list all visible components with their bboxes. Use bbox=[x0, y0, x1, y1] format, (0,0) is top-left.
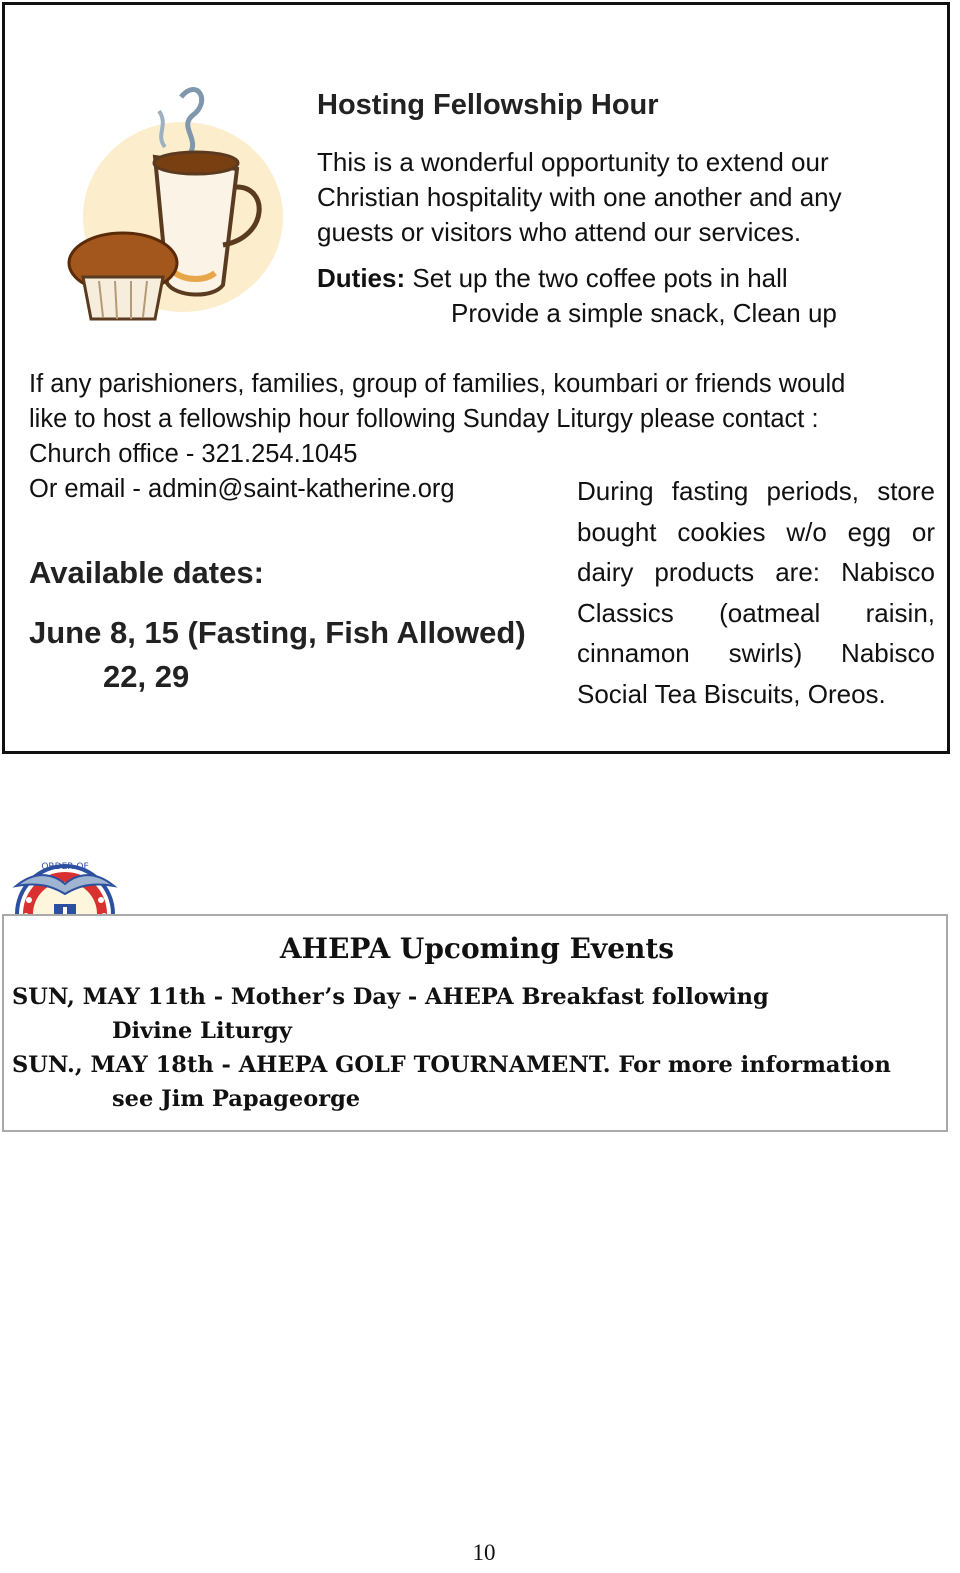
ahepa-events-section bbox=[2, 914, 948, 1132]
contact-line: like to host a fellowship hour following Sunday Liturgy please contact : bbox=[29, 405, 819, 433]
event-line: SUN., MAY 18th - AHEPA GOLF TOURNAMENT. For more information bbox=[12, 1052, 891, 1078]
available-dates-line-2: 22, 29 bbox=[103, 659, 190, 694]
duties-line-2: Provide a simple snack, Clean up bbox=[451, 298, 837, 328]
contact-line: If any parishioners, families, group of families, koumbari or friends would bbox=[29, 370, 846, 398]
available-dates-heading: Available dates: bbox=[29, 555, 264, 590]
fellowship-intro: This is a wonderful opportunity to extend our Christian hospitality with one another and any guests or visitors who attend our services. bbox=[317, 147, 842, 247]
ahepa-events-title: AHEPA Upcoming Events bbox=[279, 932, 675, 965]
contact-email: Or email - admin@saint-katherine.org bbox=[29, 475, 455, 503]
list-item bbox=[12, 980, 932, 1048]
page-number: 10 bbox=[472, 1540, 496, 1565]
event-line: SUN, MAY 11th - Mother’s Day - AHEPA Breakfast following bbox=[12, 984, 769, 1010]
church-office-phone: Church office - 321.254.1045 bbox=[29, 440, 358, 468]
fellowship-duties bbox=[317, 261, 837, 331]
duties-label: Duties: bbox=[317, 263, 406, 293]
fellowship-hour-section bbox=[2, 2, 950, 754]
fellowship-title: Hosting Fellowship Hour bbox=[317, 89, 659, 121]
event-line-continued: Divine Liturgy bbox=[112, 1018, 292, 1044]
coffee-and-muffin-illustration bbox=[63, 77, 283, 327]
event-line-continued: see Jim Papageorge bbox=[112, 1086, 361, 1112]
logo-order-of-text: ORDER OF bbox=[41, 862, 89, 872]
duties-line-1: Set up the two coffee pots in hall bbox=[405, 263, 788, 293]
list-item bbox=[12, 1048, 932, 1116]
ahepa-events-list bbox=[12, 980, 932, 1116]
available-dates-line-1: June 8, 15 (Fasting, Fish Allowed) bbox=[29, 615, 526, 650]
fasting-cookies-note: During fasting periods, store bought cookies w/o egg or dairy products are: Nabisco Classics (oatmeal raisin, cinnamon swirls) Nabisco Social Tea Biscuits, Oreos. bbox=[577, 476, 935, 709]
